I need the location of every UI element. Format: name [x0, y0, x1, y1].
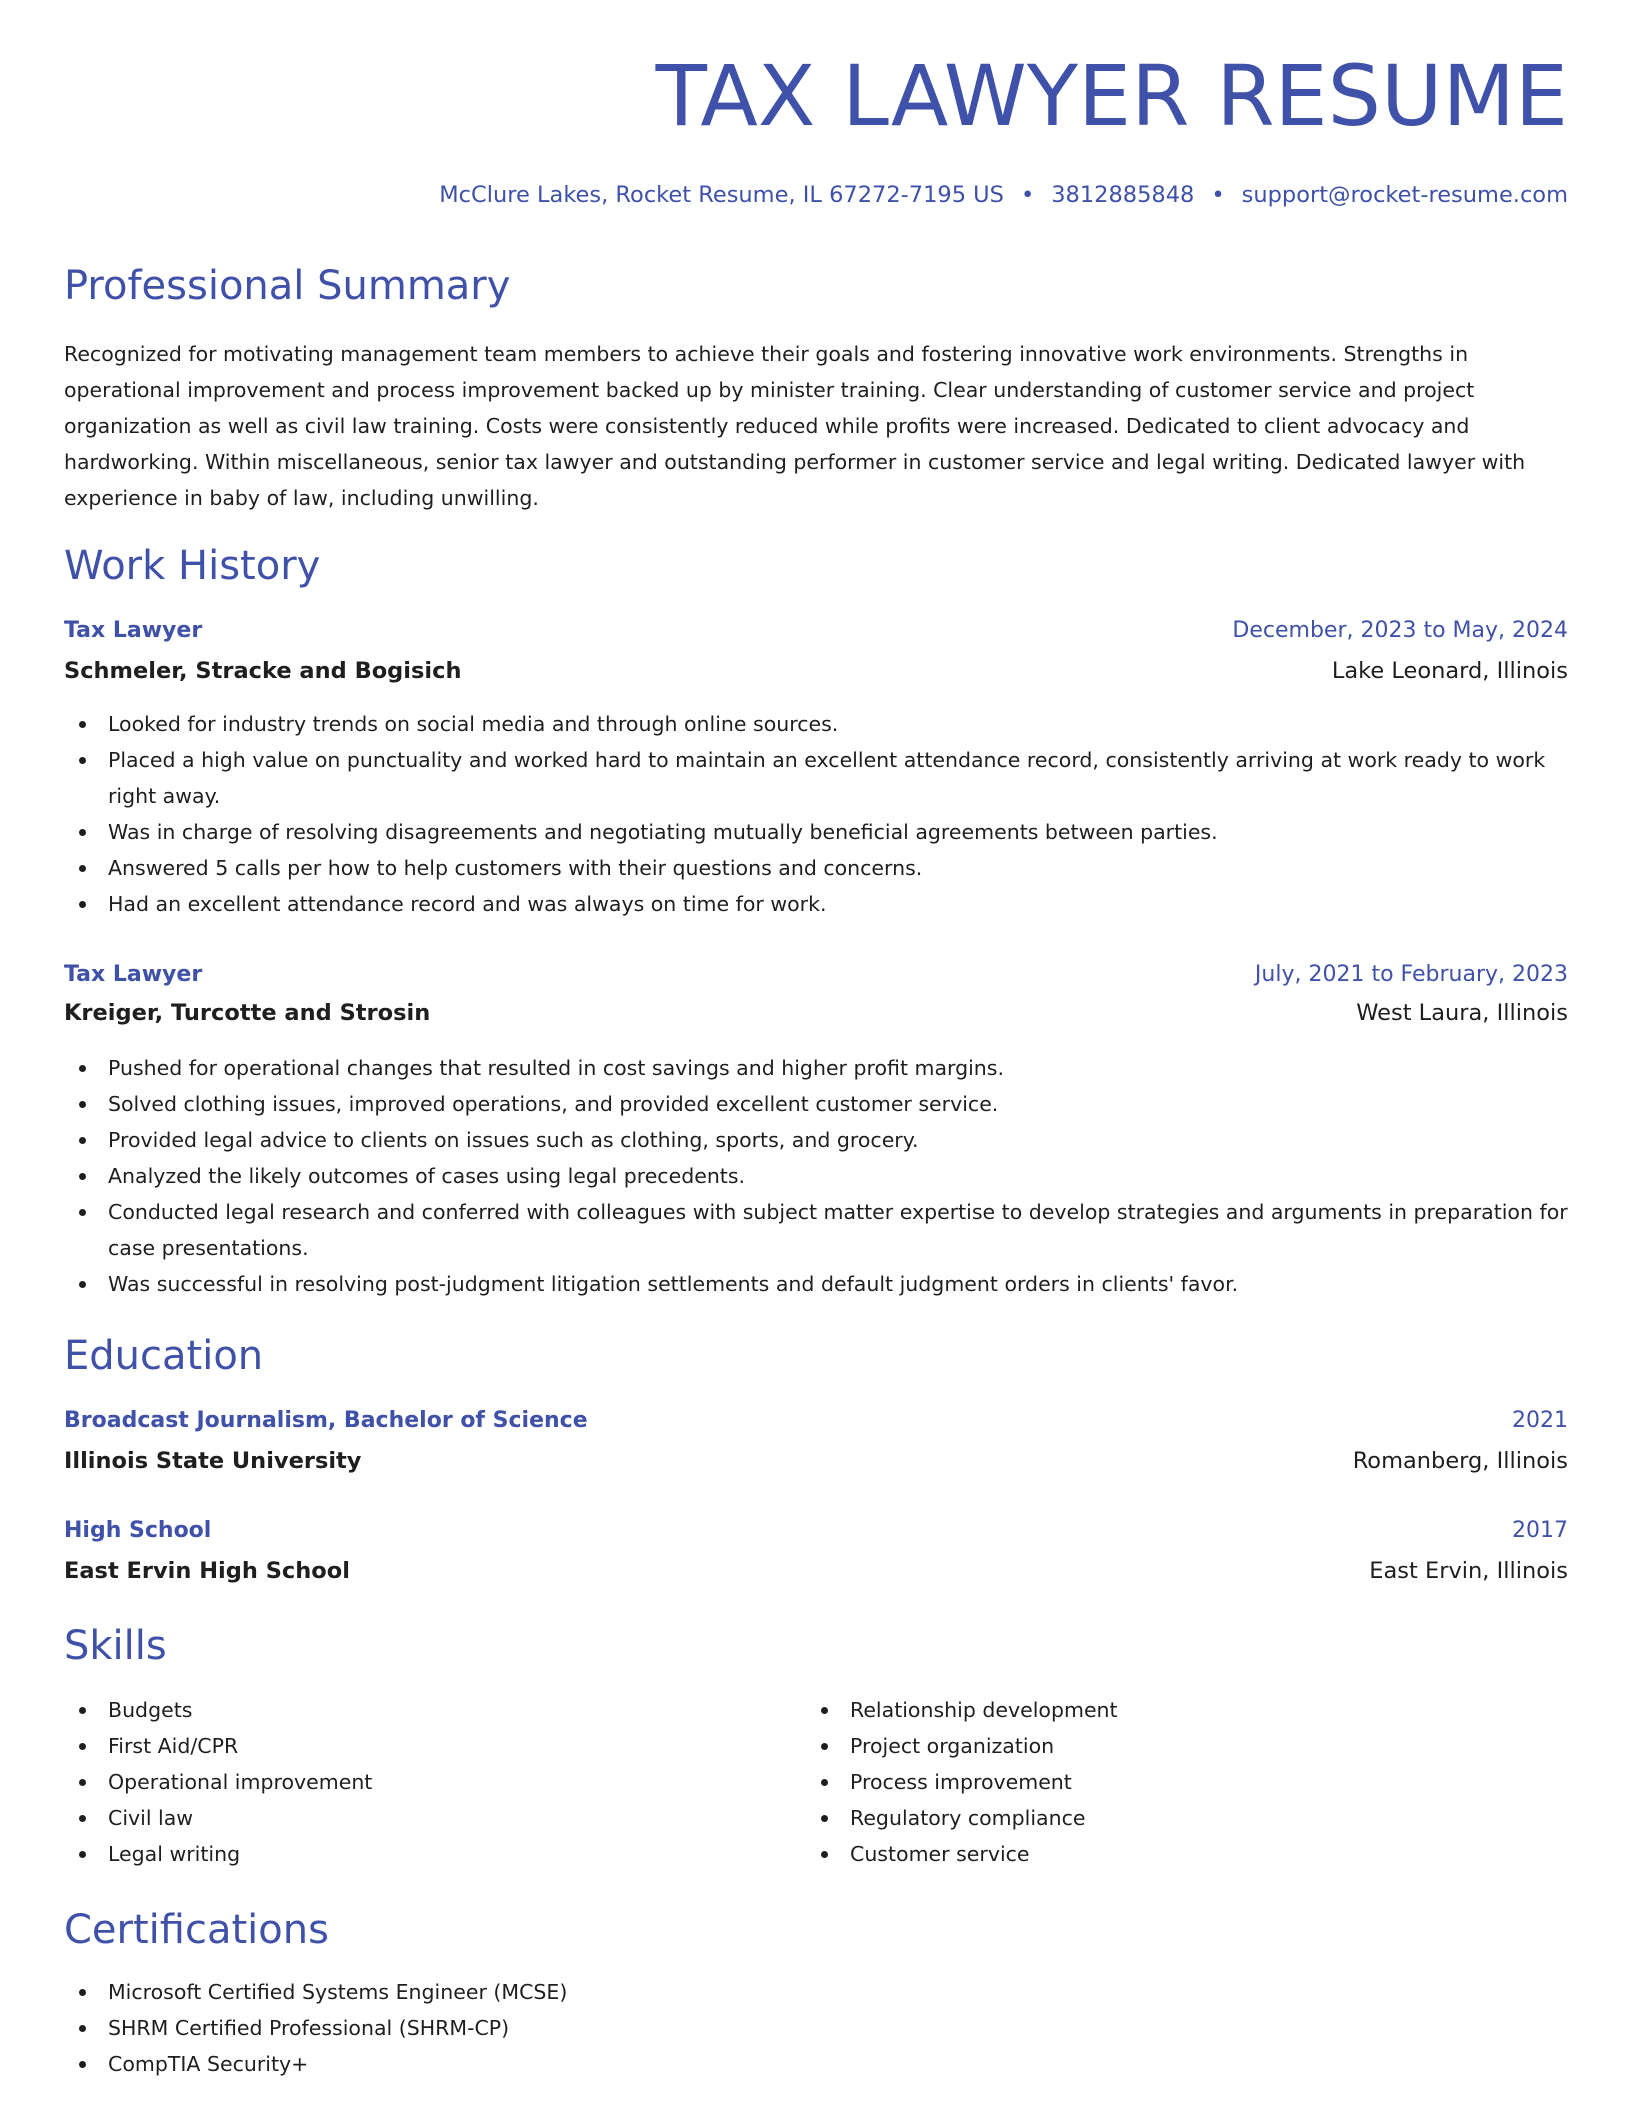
list-item: Legal writing — [64, 1836, 764, 1872]
education-section — [64, 1333, 1568, 1379]
education-heading: Education — [64, 1333, 264, 1379]
job-location: Lake Leonard, Illinois — [1331, 658, 1568, 684]
contact-phone[interactable]: 3812885848 — [1051, 182, 1195, 208]
resume-title: TAX LAWYER RESUME — [655, 47, 1568, 145]
contact-email[interactable]: support@rocket-resume.com — [1241, 182, 1568, 208]
job-entry — [64, 962, 1568, 1302]
education-entry — [64, 1518, 1568, 1594]
list-item: Pushed for operational changes that resulted in cost savings and higher profit margins. — [64, 1050, 1568, 1086]
school-location: Romanberg, Illinois — [1352, 1448, 1568, 1474]
list-item: Regulatory compliance — [806, 1800, 1506, 1836]
graduation-year: 2017 — [1512, 1518, 1568, 1543]
job-entry — [64, 618, 1568, 922]
certifications-list — [64, 1974, 1568, 2082]
school-name: Illinois State University — [64, 1448, 362, 1474]
skills-heading: Skills — [64, 1623, 167, 1669]
list-item: First Aid/CPR — [64, 1728, 764, 1764]
job-title: Tax Lawyer — [64, 962, 203, 987]
graduation-year: 2021 — [1512, 1408, 1568, 1433]
summary-heading: Professional Summary — [64, 263, 511, 309]
contact-separator: • — [1020, 182, 1035, 208]
school-name: East Ervin High School — [64, 1558, 350, 1584]
list-item: Provided legal advice to clients on issues such as clothing, sports, and grocery. — [64, 1122, 1568, 1158]
company-name: Schmeler, Stracke and Bogisich — [64, 658, 462, 684]
list-item: Conducted legal research and conferred with colleagues with subject matter expertise to develop strategies and arguments in preparation for case presentations. — [64, 1194, 1568, 1266]
list-item: Operational improvement — [64, 1764, 764, 1800]
list-item: Customer service — [806, 1836, 1506, 1872]
work-history-section — [64, 543, 1568, 589]
summary-section — [64, 263, 1568, 309]
skills-section — [64, 1623, 1568, 1669]
company-name: Kreiger, Turcotte and Strosin — [64, 1000, 431, 1026]
degree-name: Broadcast Journalism, Bachelor of Science — [64, 1408, 588, 1433]
list-item: Process improvement — [806, 1764, 1506, 1800]
work-history-heading: Work History — [64, 543, 321, 589]
summary-text: Recognized for motivating management team members to achieve their goals and fostering innovative work environments. Strengths in operational improvement and process improvement backed up by minister training. Clear understanding of customer service and project organization as well as civil law training. Costs were consistently reduced while profits were increased. Dedicated to client advocacy and hardworking. Within miscellaneous, senior tax lawyer and outstanding performer in customer service and legal writing. Dedicated lawyer with experience in baby of law, including unwilling. — [64, 342, 1526, 510]
school-location: East Ervin, Illinois — [1369, 1558, 1568, 1584]
list-item: Answered 5 calls per how to help customers with their questions and concerns. — [64, 850, 1568, 886]
list-item: Relationship development — [806, 1692, 1506, 1728]
degree-name: High School — [64, 1518, 212, 1543]
job-bullets — [64, 1050, 1568, 1302]
skills-column-left — [64, 1692, 764, 1872]
list-item: Civil law — [64, 1800, 764, 1836]
contact-separator: • — [1211, 182, 1225, 208]
skills-list — [64, 1692, 1568, 1872]
list-item: Was in charge of resolving disagreements and negotiating mutually beneficial agreements between parties. — [64, 814, 1568, 850]
list-item: Solved clothing issues, improved operations, and provided excellent customer service. — [64, 1086, 1568, 1122]
list-item: Had an excellent attendance record and was always on time for work. — [64, 886, 1568, 922]
list-item: Budgets — [64, 1692, 764, 1728]
skills-column-right — [806, 1692, 1506, 1872]
job-location: West Laura, Illinois — [1356, 1000, 1568, 1026]
list-item: SHRM Certified Professional (SHRM-CP) — [64, 2010, 1568, 2046]
list-item: Placed a high value on punctuality and worked hard to maintain an excellent attendance record, consistently arriving at work ready to work right away. — [64, 742, 1568, 814]
job-dates: December, 2023 to May, 2024 — [1232, 618, 1568, 643]
job-dates: July, 2021 to February, 2023 — [1254, 962, 1568, 987]
education-entry — [64, 1408, 1568, 1484]
list-item: Project organization — [806, 1728, 1506, 1764]
certifications-heading: Certifications — [64, 1907, 329, 1953]
list-item: Microsoft Certified Systems Engineer (MCSE) — [64, 1974, 1568, 2010]
list-item: Analyzed the likely outcomes of cases using legal precedents. — [64, 1158, 1568, 1194]
list-item: CompTIA Security+ — [64, 2046, 1568, 2082]
job-title: Tax Lawyer — [64, 618, 203, 643]
contact-address: McClure Lakes, Rocket Resume, IL 67272-7195 US — [439, 182, 1004, 208]
list-item: Looked for industry trends on social media and through online sources. — [64, 706, 1568, 742]
contact-line — [439, 182, 1568, 208]
certifications-section — [64, 1907, 1568, 1953]
list-item: Was successful in resolving post-judgment litigation settlements and default judgment orders in clients' favor. — [64, 1266, 1568, 1302]
job-bullets — [64, 706, 1568, 922]
